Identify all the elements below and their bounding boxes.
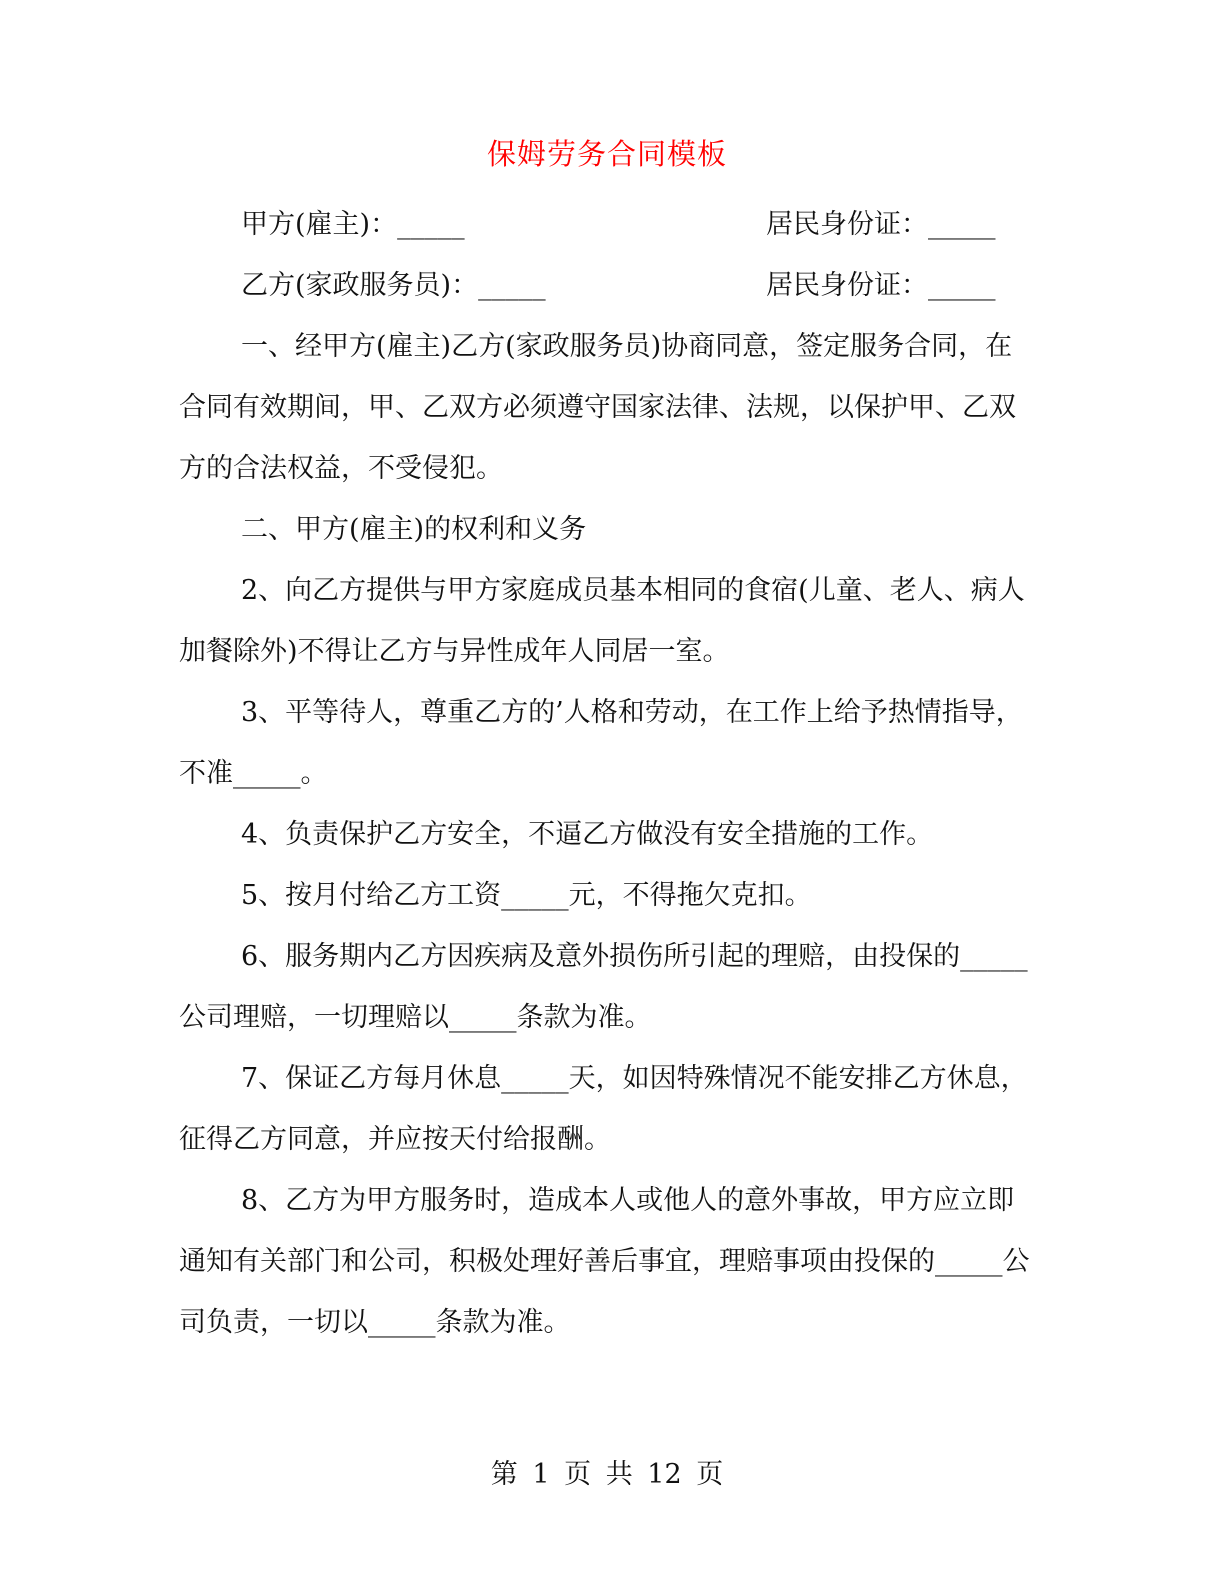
party-b-label: 乙方(家政服务员)：_____ <box>241 270 546 301</box>
party-b-row <box>179 255 1039 316</box>
party-b-id-label: 居民身份证：_____ <box>766 270 996 301</box>
document-title: 保姆劳务合同模板 <box>486 137 727 171</box>
paragraph-item-4: 4、负责保护乙方安全，不逼乙方做没有安全措施的工作。 <box>241 819 934 850</box>
page-footer: 第 1 页 共 12 页 <box>490 1459 724 1490</box>
paragraph-item-8: 8、乙方为甲方服务时，造成本人或他人的意外事故，甲方应立即通知有关部门和公司，积极处理好善后事宜，理赔事项由投保的_____公司负责，一切以_____条款为准。 <box>179 1185 1030 1338</box>
party-a-row <box>179 194 1039 255</box>
party-a-id-label: 居民身份证：_____ <box>766 209 996 240</box>
paragraph-item-5: 5、按月付给乙方工资_____元，不得拖欠克扣。 <box>241 880 812 911</box>
paragraph-item-3: 3、平等待人，尊重乙方的’人格和劳动，在工作上给予热情指导，不准_____。 <box>179 697 1023 789</box>
paragraph-item-7: 7、保证乙方每月休息_____天，如因特殊情况不能安排乙方休息，征得乙方同意，并应按天付给报酬。 <box>179 1063 1028 1155</box>
section-heading-party-a-duties: 二、甲方(雇主)的权利和义务 <box>241 514 587 545</box>
paragraph-item-6: 6、服务期内乙方因疾病及意外损伤所引起的理赔，由投保的_____公司理赔，一切理赔以_____条款为准。 <box>179 941 1028 1033</box>
paragraph-item-2: 2、向乙方提供与甲方家庭成员基本相同的食宿(儿童、老人、病人加餐除外)不得让乙方与异性成年人同居一室。 <box>179 575 1025 667</box>
paragraph-clause-1: 一、经甲方(雇主)乙方(家政服务员)协商同意，签定服务合同，在合同有效期间，甲、乙双方必须遵守国家法律、法规，以保护甲、乙双方的合法权益，不受侵犯。 <box>179 331 1016 484</box>
party-a-label: 甲方(雇主)：_____ <box>241 209 465 240</box>
document-body <box>179 194 1039 1353</box>
